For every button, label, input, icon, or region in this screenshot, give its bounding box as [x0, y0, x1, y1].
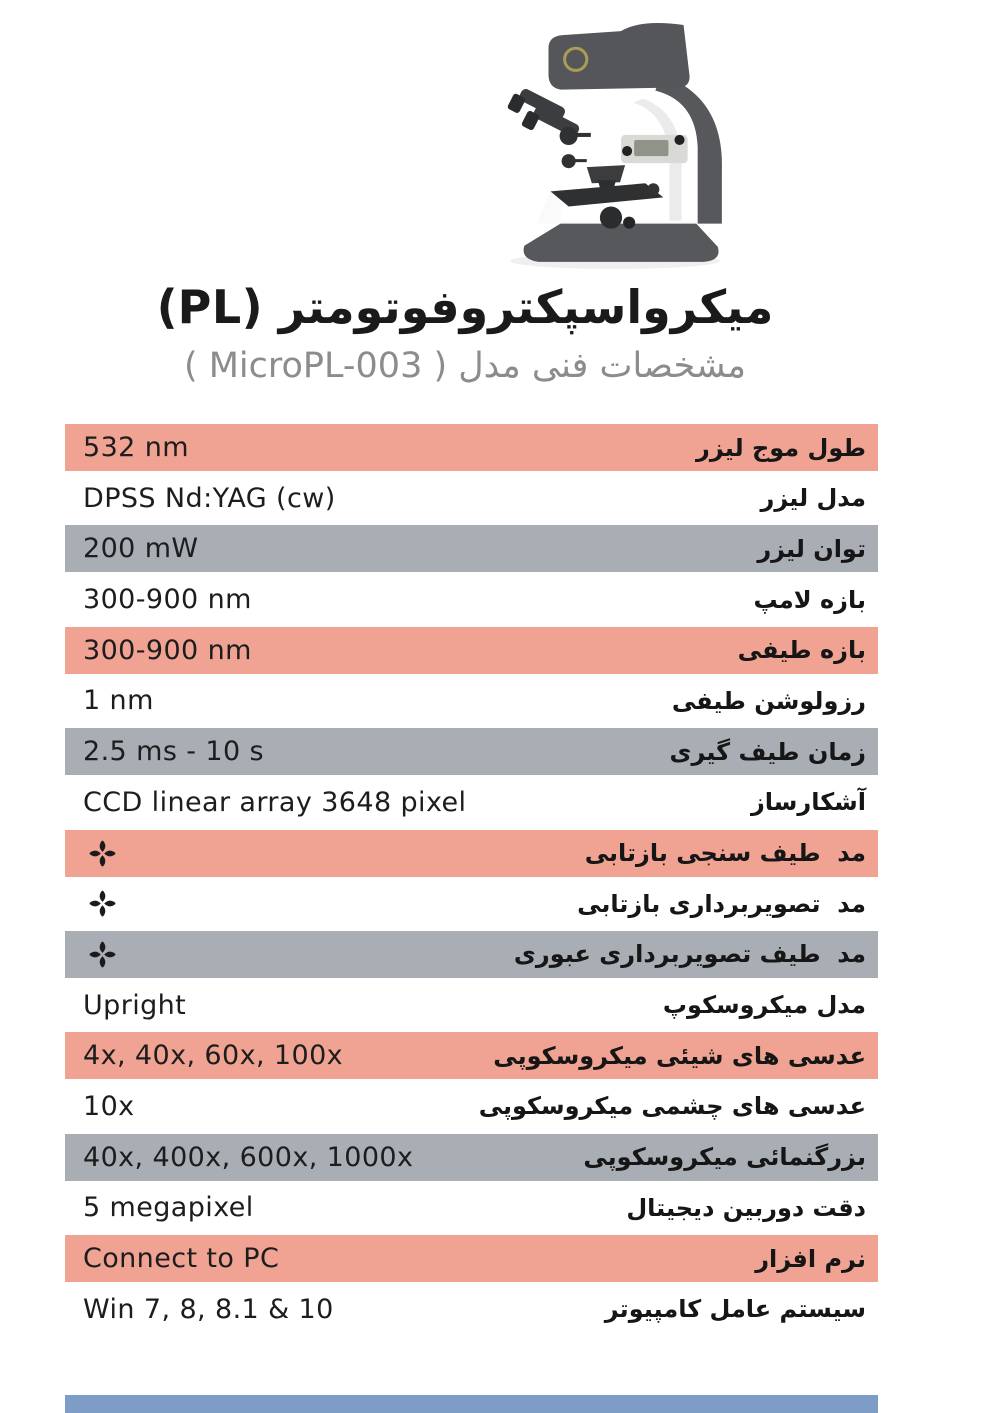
spec-value: 200 mW [83, 533, 199, 565]
spec-value [65, 941, 116, 968]
table-row [65, 880, 878, 927]
spec-label: عدسی های چشمی میکروسکوپی [478, 1092, 866, 1121]
table-row [65, 475, 878, 522]
footer-accent-bar [65, 1395, 878, 1413]
table-row [65, 982, 878, 1029]
page-subtitle: مشخصات فنی مدل ( MicroPL-003 ) [183, 346, 747, 386]
table-row [65, 1184, 878, 1231]
table-row [65, 525, 878, 572]
spec-value: 300-900 nm [83, 634, 252, 666]
table-row [65, 1134, 878, 1181]
table-row [65, 830, 878, 877]
spec-label: زمان طیف گیری [669, 737, 866, 766]
spec-label: مد تصویربرداری بازتابی [577, 889, 866, 918]
spec-value [65, 840, 116, 867]
page-title: میکرواسپکتروفوتومتر (PL) [156, 280, 774, 334]
four-petal-asterisk-icon [89, 840, 116, 867]
spec-label: مدل میکروسکوپ [662, 991, 866, 1020]
spec-table [65, 424, 878, 1336]
spec-label: نرم افزار [755, 1244, 866, 1273]
table-row [65, 627, 878, 674]
table-row [65, 1032, 878, 1079]
table-row [65, 424, 878, 471]
spec-value: 10x [83, 1090, 135, 1122]
spec-label: آشکارساز [750, 788, 866, 817]
table-row [65, 1235, 878, 1282]
spec-value: Win 7, 8, 8.1 & 10 [83, 1293, 334, 1325]
spec-value: 2.5 ms - 10 s [83, 736, 265, 768]
four-petal-asterisk-icon [89, 941, 116, 968]
spec-value [65, 890, 116, 917]
spec-value: DPSS Nd:YAG (cw) [83, 482, 336, 514]
spec-label: دقت دوربین دیجیتال [626, 1193, 866, 1222]
table-row [65, 1286, 878, 1333]
table-row [65, 728, 878, 775]
spec-value: 300-900 nm [83, 584, 252, 616]
spec-value: Upright [83, 989, 187, 1021]
spec-label: توان لیزر [757, 534, 866, 563]
spec-label: بزرگنمائی میکروسکوپی [583, 1143, 866, 1172]
spec-value: 5 megapixel [83, 1192, 254, 1224]
four-petal-asterisk-icon [89, 890, 116, 917]
table-row [65, 931, 878, 978]
spec-label: عدسی های شیئی میکروسکوپی [493, 1041, 866, 1070]
spec-label: طول موج لیزر [696, 433, 866, 462]
microscope-image [492, 18, 734, 270]
spec-label: مد طیف سنجی بازتابی [584, 839, 866, 867]
spec-value: Connect to PC [83, 1243, 280, 1274]
table-row [65, 779, 878, 826]
spec-label: بازه لامپ [753, 585, 866, 614]
spec-label: بازه طیفی [737, 636, 866, 665]
spec-value: 4x, 40x, 60x, 100x [83, 1040, 344, 1072]
table-row [65, 677, 878, 724]
spec-value: 40x, 400x, 600x, 1000x [83, 1141, 414, 1173]
table-row [65, 576, 878, 623]
spec-value: CCD linear array 3648 pixel [83, 786, 467, 818]
spec-value: 1 nm [83, 685, 154, 717]
spec-value: 532 nm [83, 432, 189, 463]
spec-label: رزولوشن طیفی [671, 686, 866, 715]
spec-label: مدل لیزر [760, 484, 866, 513]
table-row [65, 1083, 878, 1130]
spec-label: مد طیف تصویربرداری عبوری [513, 940, 866, 969]
spec-label: سیستم عامل کامپیوتر [604, 1295, 866, 1324]
